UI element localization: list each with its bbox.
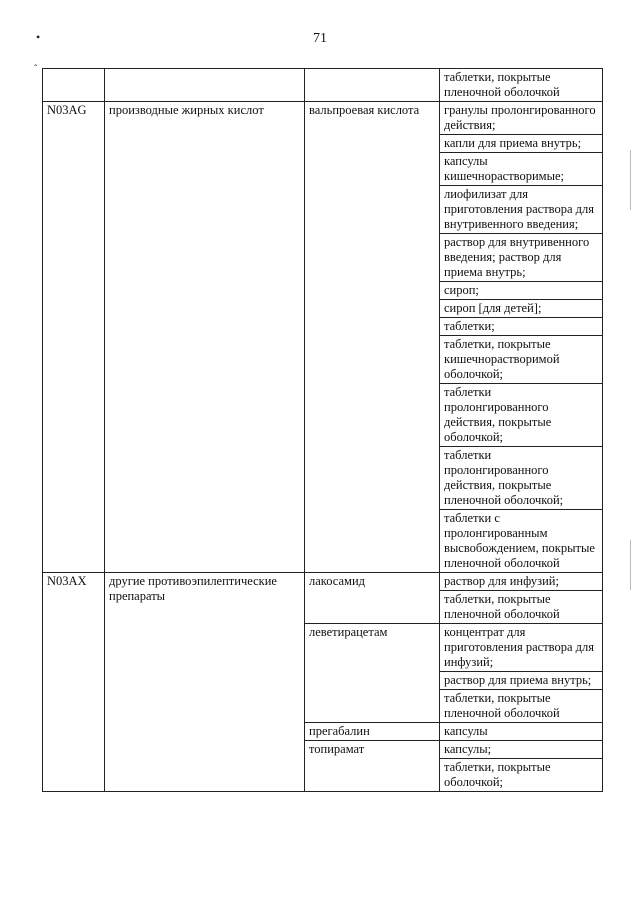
dosage-form-cell: сироп; <box>440 282 603 300</box>
dosage-form-cell: таблетки; <box>440 318 603 336</box>
dosage-form-cell: таблетки пролонгированного действия, покрытые оболочкой; <box>440 384 603 447</box>
pharmacological-group-cell: производные жирных кислот <box>105 102 305 573</box>
scan-edge-mark <box>630 540 631 590</box>
dosage-form-cell: сироп [для детей]; <box>440 300 603 318</box>
atc-code-cell: N03AX <box>43 573 105 792</box>
table-row <box>43 102 603 135</box>
dosage-form-cell: гранулы пролонгированного действия; <box>440 102 603 135</box>
scan-dot-mark: • <box>36 30 41 44</box>
dosage-form-cell: таблетки, покрытые пленочной оболочкой <box>440 591 603 624</box>
atc-code-cell <box>43 69 105 102</box>
dosage-form-cell: капсулы; <box>440 741 603 759</box>
drug-table-body <box>43 69 603 792</box>
drug-table <box>42 68 603 792</box>
dosage-form-cell: концентрат для приготовления раствора для инфузий; <box>440 624 603 672</box>
dosage-form-cell: таблетки, покрытые пленочной оболочкой <box>440 69 603 102</box>
drug-name-cell <box>305 69 440 102</box>
drug-name-cell: лакосамид <box>305 573 440 624</box>
dosage-form-cell: раствор для внутривенного введения; раствор для приема внутрь; <box>440 234 603 282</box>
dosage-form-cell: раствор для приема внутрь; <box>440 672 603 690</box>
dosage-form-cell: капсулы кишечнорастворимые; <box>440 153 603 186</box>
table-row <box>43 573 603 591</box>
drug-name-cell: топирамат <box>305 741 440 792</box>
dosage-form-cell: раствор для инфузий; <box>440 573 603 591</box>
dosage-form-cell: таблетки, покрытые оболочкой; <box>440 759 603 792</box>
dosage-form-cell: таблетки с пролонгированным высвобождением, покрытые пленочной оболочкой <box>440 510 603 573</box>
dosage-form-cell: таблетки, покрытые пленочной оболочкой <box>440 690 603 723</box>
dosage-form-cell: лиофилизат для приготовления раствора для внутривенного введения; <box>440 186 603 234</box>
atc-code-cell: N03AG <box>43 102 105 573</box>
pharmacological-group-cell <box>105 69 305 102</box>
dosage-form-cell: капли для приема внутрь; <box>440 135 603 153</box>
scan-edge-mark <box>630 150 631 210</box>
page-number: 71 <box>313 31 327 46</box>
scan-tick-mark: ˆ <box>34 64 38 75</box>
pharmacological-group-cell: другие противоэпилептические препараты <box>105 573 305 792</box>
drug-name-cell: вальпроевая кислота <box>305 102 440 573</box>
dosage-form-cell: таблетки пролонгированного действия, покрытые пленочной оболочкой; <box>440 447 603 510</box>
dosage-form-cell: таблетки, покрытые кишечнорастворимой оболочкой; <box>440 336 603 384</box>
drug-name-cell: леветирацетам <box>305 624 440 723</box>
drug-name-cell: прегабалин <box>305 723 440 741</box>
dosage-form-cell: капсулы <box>440 723 603 741</box>
table-row <box>43 69 603 102</box>
